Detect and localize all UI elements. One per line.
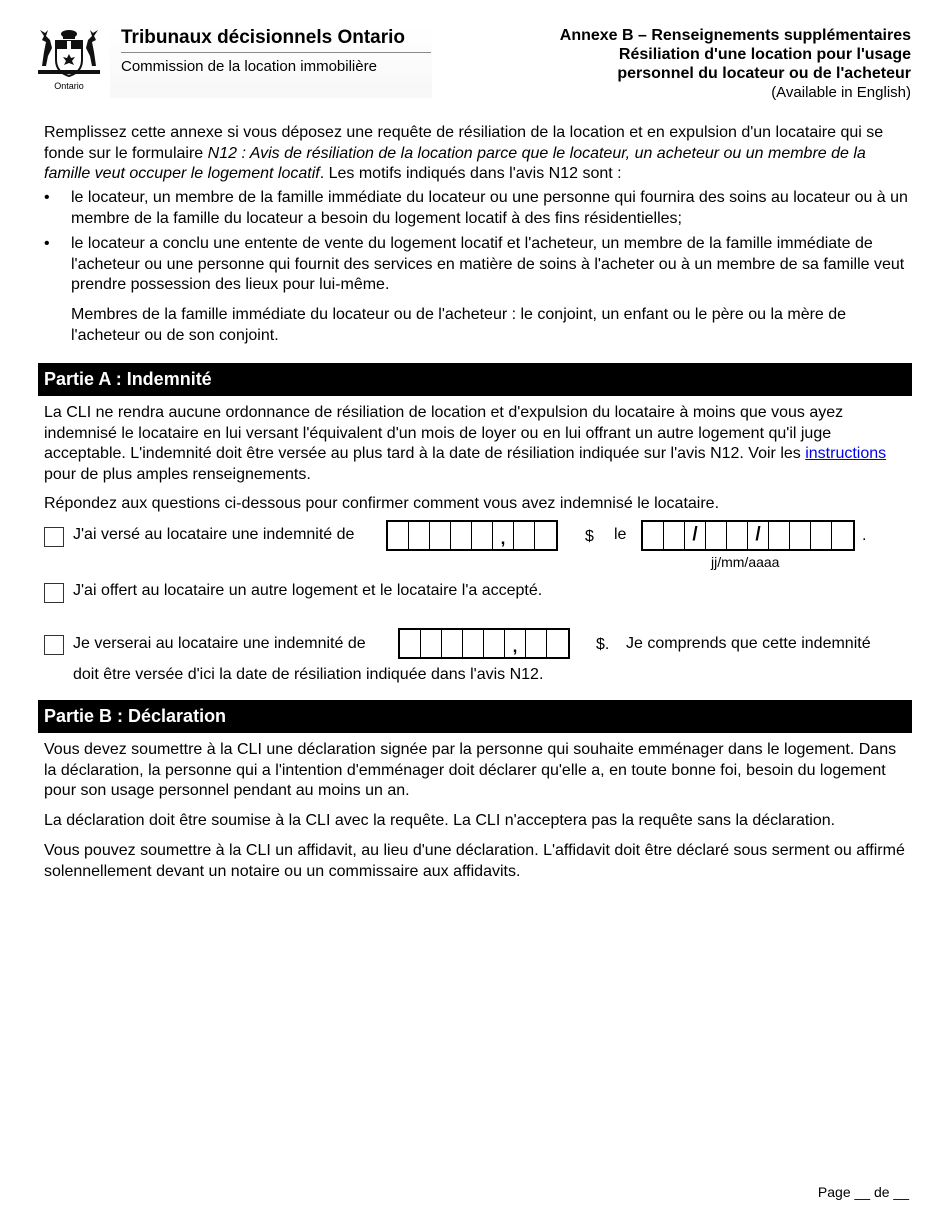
amount-digit-cell[interactable] bbox=[421, 630, 442, 657]
instructions-link[interactable]: instructions bbox=[805, 445, 887, 462]
intro-text-after: . Les motifs indiqués dans l'avis N12 sont : bbox=[319, 165, 622, 182]
form-title bbox=[560, 26, 911, 102]
date-separator: / bbox=[692, 524, 698, 545]
logo-caption: Ontario bbox=[54, 81, 84, 91]
date-year-cell[interactable] bbox=[769, 522, 790, 549]
intro-paragraph bbox=[44, 123, 910, 185]
section-header-part-b: Partie B : Déclaration bbox=[38, 700, 912, 733]
option-alternative-housing-label: J'ai offert au locataire un autre logement et le locataire l'a accepté. bbox=[73, 582, 543, 599]
date-format-hint: jj/mm/aaaa bbox=[711, 554, 780, 570]
decimal-separator: , bbox=[500, 529, 506, 548]
option-will-pay-continuation: doit être versée d'ici la date de résiliation indiquée dans l'avis N12. bbox=[73, 666, 544, 683]
date-year-cell[interactable] bbox=[811, 522, 832, 549]
option-paid-compensation-checkbox[interactable] bbox=[44, 527, 64, 547]
section-header-part-a: Partie A : Indemnité bbox=[38, 363, 912, 396]
bullet-icon: • bbox=[44, 189, 50, 206]
amount-digit-cell[interactable] bbox=[451, 522, 472, 549]
date-day-cell[interactable] bbox=[643, 522, 664, 549]
date-month-cell[interactable] bbox=[727, 522, 748, 549]
bullet-item bbox=[44, 234, 910, 296]
paid-amount-input[interactable] bbox=[386, 520, 558, 551]
amount-digit-cell[interactable] bbox=[442, 630, 463, 657]
date-year-cell[interactable] bbox=[832, 522, 853, 549]
part-b-paragraph: Vous pouvez soumettre à la CLI un affidavit, au lieu d'une déclaration. L'affidavit doit être déclaré sous serment ou affirmé solennellement devant un notaire ou un commissaire aux affidavits. bbox=[44, 842, 905, 880]
amount-cents-cell[interactable] bbox=[514, 522, 535, 549]
amount-digit-cell[interactable] bbox=[430, 522, 451, 549]
currency-symbol: $ bbox=[585, 528, 594, 545]
part-a-instruction: Répondez aux questions ci-dessous pour confirmer comment vous avez indemnisé le locataire. bbox=[44, 495, 720, 512]
payment-date-input[interactable] bbox=[641, 520, 855, 551]
amount-digit-cell[interactable] bbox=[505, 630, 526, 657]
option-will-pay-label: Je verserai au locataire une indemnité de bbox=[73, 635, 366, 652]
form-title-line-1: Annexe B – Renseignements supplémentaires bbox=[559, 27, 911, 44]
language-note: (Available in English) bbox=[771, 84, 911, 101]
org-name: Tribunaux décisionnels Ontario bbox=[121, 27, 405, 48]
amount-digit-cell[interactable] bbox=[484, 630, 505, 657]
org-divider bbox=[121, 52, 431, 53]
decimal-separator: , bbox=[512, 637, 518, 656]
part-a-text: La CLI ne rendra aucune ordonnance de résiliation de location et d'expulsion du locataire à moins que vous ayez indemnisé le locataire en lui versant l'équivalent d'un mois de loyer ou en lui offrant un autre logement qu'il juge acceptable. L'indemnité doit être versée au plus tard à la date de résiliation indiquée sur l'avis N12. Voir les bbox=[44, 404, 844, 462]
date-day-cell[interactable] bbox=[664, 522, 685, 549]
bullet-icon: • bbox=[44, 235, 50, 252]
intro-form-name: N12 : Avis de résiliation de la location parce que le locateur, un acheteur ou un membre de la famille veut occuper le logement locatif bbox=[44, 144, 866, 182]
bullet-item bbox=[44, 188, 910, 230]
page-number: Page __ de __ bbox=[817, 1184, 909, 1200]
amount-digit-cell[interactable] bbox=[400, 630, 421, 657]
amount-digit-cell[interactable] bbox=[472, 522, 493, 549]
date-year-cell[interactable] bbox=[790, 522, 811, 549]
date-separator-cell bbox=[748, 522, 769, 549]
currency-symbol: $. bbox=[596, 636, 610, 653]
end-punctuation: . bbox=[862, 527, 867, 544]
family-note: Membres de la famille immédiate du locateur ou de l'acheteur : le conjoint, un enfant ou le père ou la mère de l'acheteur ou de son conjoint. bbox=[71, 306, 847, 344]
form-title-line-3: personnel du locateur ou de l'acheteur bbox=[617, 65, 911, 82]
option-alternative-housing-checkbox[interactable] bbox=[44, 583, 64, 603]
date-separator-cell bbox=[685, 522, 706, 549]
amount-cents-cell[interactable] bbox=[535, 522, 556, 549]
form-title-line-2: Résiliation d'une location pour l'usage bbox=[618, 46, 911, 63]
date-separator: / bbox=[755, 524, 761, 545]
date-connector: le bbox=[614, 526, 627, 543]
date-month-cell[interactable] bbox=[706, 522, 727, 549]
option-will-pay-after-text: Je comprends que cette indemnité bbox=[626, 635, 871, 652]
bullet-text: le locateur a conclu une entente de vente du logement locatif et l'acheteur, un membre de la famille immédiate de l'acheteur ou une personne qui fournit des services en matière de soins à l'acheter ou à un membre de sa famille veut prendre possession des lieux pour lui-même. bbox=[71, 235, 905, 293]
future-amount-input[interactable] bbox=[398, 628, 570, 659]
amount-cents-cell[interactable] bbox=[526, 630, 547, 657]
option-will-pay-checkbox[interactable] bbox=[44, 635, 64, 655]
org-subtitle: Commission de la location immobilière bbox=[121, 58, 377, 75]
amount-digit-cell[interactable] bbox=[388, 522, 409, 549]
part-b-paragraph: Vous devez soumettre à la CLI une déclaration signée par la personne qui souhaite emménager dans le logement. Dans la déclaration, la personne qui a l'intention d'emménager doit déclarer qu'elle a, en toute bonne foi, besoin du logement pour son usage personnel pendant au moins un an. bbox=[44, 741, 897, 799]
part-a-paragraph bbox=[44, 403, 910, 485]
amount-cents-cell[interactable] bbox=[547, 630, 568, 657]
amount-digit-cell[interactable] bbox=[409, 522, 430, 549]
intro-text-before: Remplissez cette annexe si vous déposez une requête de résiliation de la location et en expulsion d'un locataire qui se fonde sur le formulaire bbox=[44, 124, 884, 162]
amount-digit-cell[interactable] bbox=[463, 630, 484, 657]
amount-digit-cell[interactable] bbox=[493, 522, 514, 549]
part-a-text-after-link: pour de plus amples renseignements. bbox=[44, 465, 311, 483]
option-paid-compensation-label: J'ai versé au locataire une indemnité de bbox=[73, 526, 355, 543]
part-b-paragraph: La déclaration doit être soumise à la CLI avec la requête. La CLI n'acceptera pas la requête sans la déclaration. bbox=[44, 812, 836, 829]
bullet-text: le locateur, un membre de la famille immédiate du locateur ou une personne qui fournira des soins au locateur ou à un membre de la famille du locateur a besoin du logement locatif à des fins résidentielles; bbox=[71, 189, 908, 227]
